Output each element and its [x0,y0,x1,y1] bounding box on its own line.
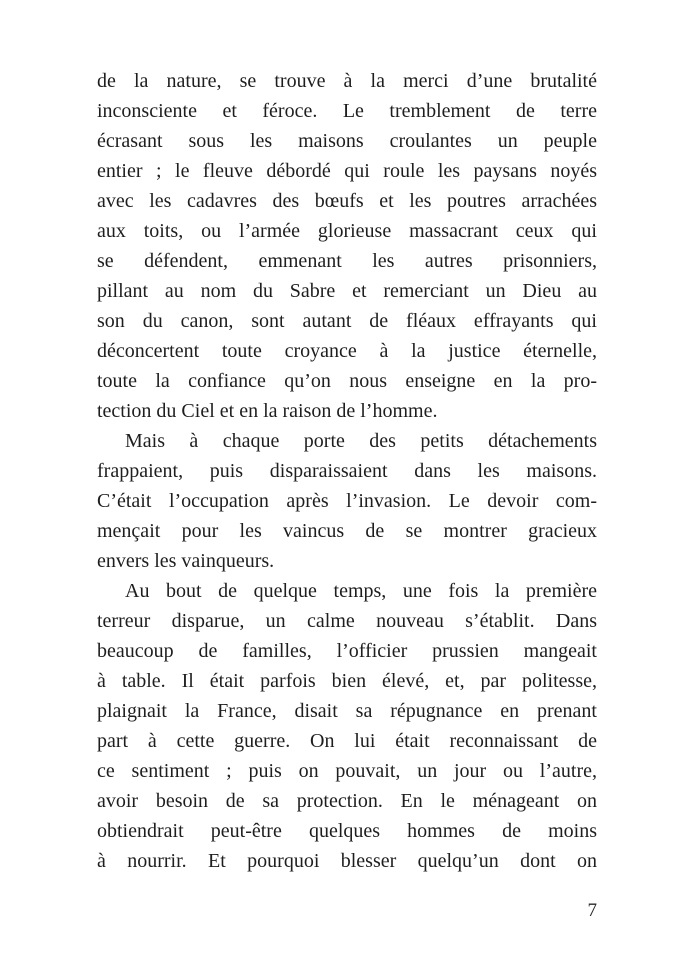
text-line: Au bout de quelque temps, une fois la première [125,580,597,602]
text-line: pillant au nom du Sabre et remerciant un Dieu au [97,280,597,302]
text-line: aux toits, ou l’armée glorieuse massacrant ceux qui [97,220,597,242]
text-line: part à cette guerre. On lui était reconnaissant de [97,730,597,752]
text-line: tection du Ciel et en la raison de l’homme. [97,400,438,422]
text-line: frappaient, puis disparaissaient dans les maisons. [97,460,597,482]
text-line: envers les vainqueurs. [97,550,275,572]
text-line: obtiendrait peut-être quelques hommes de moins [97,820,597,842]
text-line: à table. Il était parfois bien élevé, et, par politesse, [97,670,597,692]
text-line: écrasant sous les maisons croulantes un peuple [97,130,597,152]
text-line: terreur disparue, un calme nouveau s’établit. Dans [97,610,597,632]
text-line: entier ; le fleuve débordé qui roule les paysans noyés [97,160,597,182]
text-line: déconcertent toute croyance à la justice éternelle, [97,340,597,362]
paragraph-1 [97,66,597,426]
text-line: de la nature, se trouve à la merci d’une brutalité [97,70,597,92]
text-line: inconsciente et féroce. Le tremblement de terre [97,100,597,122]
text-line: à nourrir. Et pourquoi blesser quelqu’un dont on [97,850,597,872]
text-line: Mais à chaque porte des petits détachements [125,430,597,452]
page-text-block [97,66,597,876]
paragraph-2 [97,426,597,576]
text-line: ce sentiment ; puis on pouvait, un jour ou l’autre, [97,760,597,782]
text-line: toute la confiance qu’on nous enseigne en la pro- [97,370,597,392]
text-line: son du canon, sont autant de fléaux effrayants qui [97,310,597,332]
text-line: C’était l’occupation après l’invasion. Le devoir com- [97,490,597,512]
text-line: se défendent, emmenant les autres prisonniers, [97,250,597,272]
text-line: mençait pour les vaincus de se montrer gracieux [97,520,597,542]
paragraph-3 [97,576,597,876]
text-line: plaignait la France, disait sa répugnance en prenant [97,700,597,722]
text-line: avec les cadavres des bœufs et les poutres arrachées [97,190,597,212]
text-line: beaucoup de familles, l’officier prussien mangeait [97,640,597,662]
page-number: 7 [587,900,597,921]
text-line: avoir besoin de sa protection. En le ménageant on [97,790,597,812]
